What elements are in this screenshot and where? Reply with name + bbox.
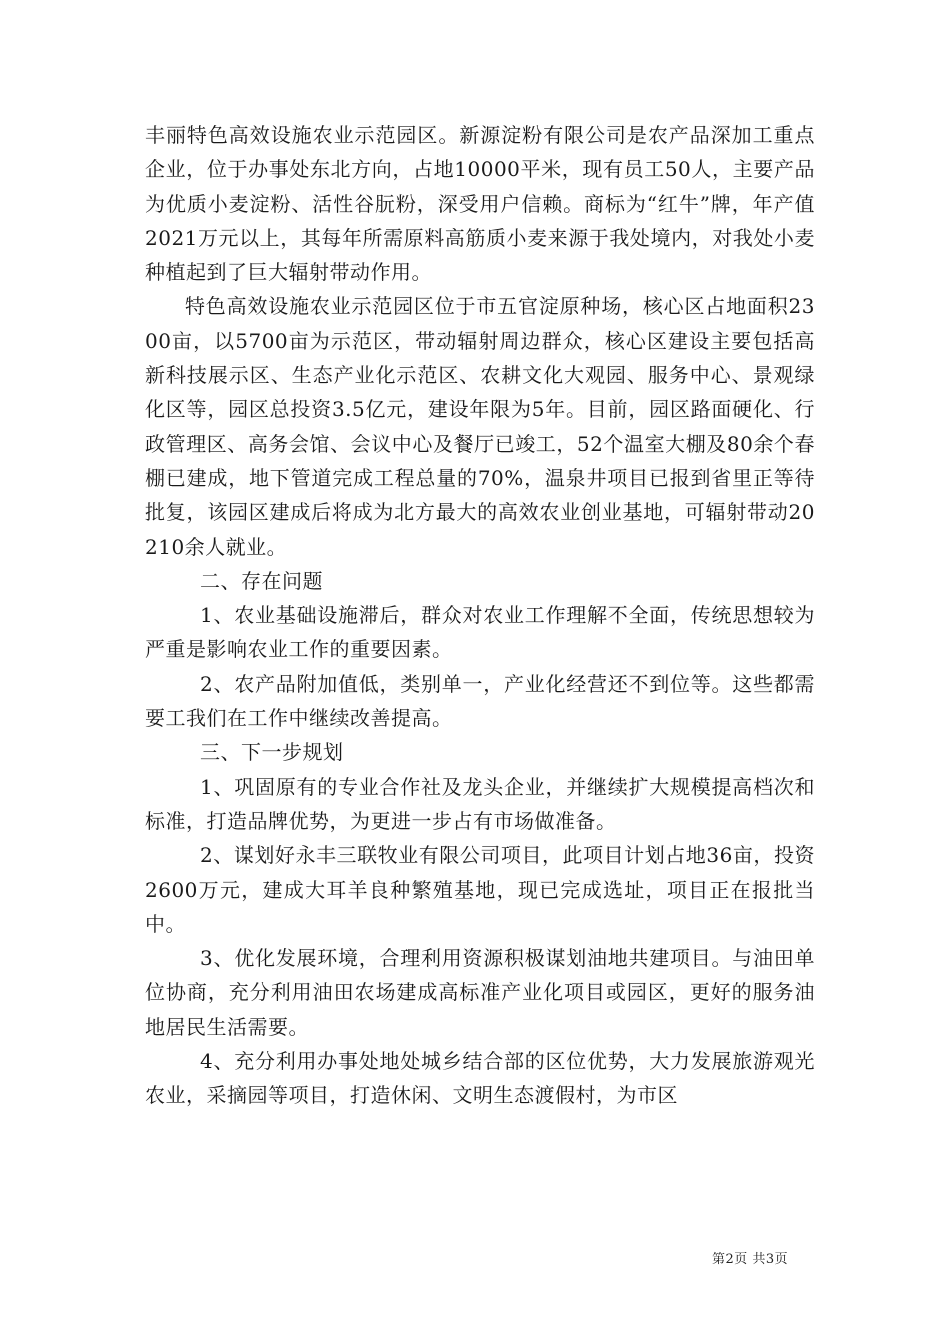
section-heading-plan: 三、下一步规划 (200, 740, 344, 765)
paragraph-demo-park: 特色高效设施农业示范园区位于市五官淀原种场，核心区占地面积2300亩，以5700亩为示范区，带动辐射周边群众，核心区建设主要包括高新科技展示区、生态产业化示范区、农耕文化大观园、服务中心、景观绿化区等，园区总投资3.5亿元，建设年限为5年。目前，园区路面硬化、行政管理区、高务会馆、会议中心及餐厅已竣工，52个温室大棚及80余个春棚已建成，地下管道完成工程总量的70%，温泉井项目已报到省里正等待批复，该园区建成后将成为北方最大的高效农业创业基地，可辐射带动20210余人就业。 (145, 294, 815, 559)
paragraph-continuation: 丰丽特色高效设施农业示范园区。新源淀粉有限公司是农产品深加工重点企业，位于办事处东北方向，占地10000平米，现有员工50人，主要产品为优质小麦淀粉、活性谷朊粉，深受用户信赖。商标为“红牛”牌，年产值2021万元以上，其每年所需原料高筋质小麦来源于我处境内，对我处小麦种植起到了巨大辐射带动作用。 (145, 123, 815, 285)
problem-item-2: 2、农产品附加值低，类别单一，产业化经营还不到位等。这些都需要工我们在工作中继续改善提高。 (145, 671, 815, 731)
plan-item-4: 4、充分利用办事处地处城乡结合部的区位优势，大力发展旅游观光农业，采摘园等项目，打造休闲、文明生态渡假村，为市区 (145, 1049, 815, 1108)
problem-item-1: 1、农业基础设施滞后，群众对农业工作理解不全面，传统思想较为严重是影响农业工作的重要因素。 (145, 603, 815, 662)
document-body (145, 118, 815, 1113)
section-heading-problems: 二、存在问题 (200, 568, 323, 593)
plan-item-1: 1、巩固原有的专业合作社及龙头企业，并继续扩大规模提高档次和标准，打造品牌优势，为更进一步占有市场做准备。 (145, 774, 815, 833)
plan-item-2: 2、谋划好永丰三联牧业有限公司项目，此项目计划占地36亩，投资2600万元，建成大耳羊良种繁殖基地，现已完成选址，项目正在报批当中。 (145, 843, 815, 936)
page-number-footer: 第2页 共3页 (712, 1252, 789, 1267)
plan-item-3: 3、优化发展环境，合理利用资源积极谋划油地共建项目。与油田单位协商，充分利用油田农场建成高标准产业化项目或园区，更好的服务油地居民生活需要。 (145, 946, 815, 1039)
